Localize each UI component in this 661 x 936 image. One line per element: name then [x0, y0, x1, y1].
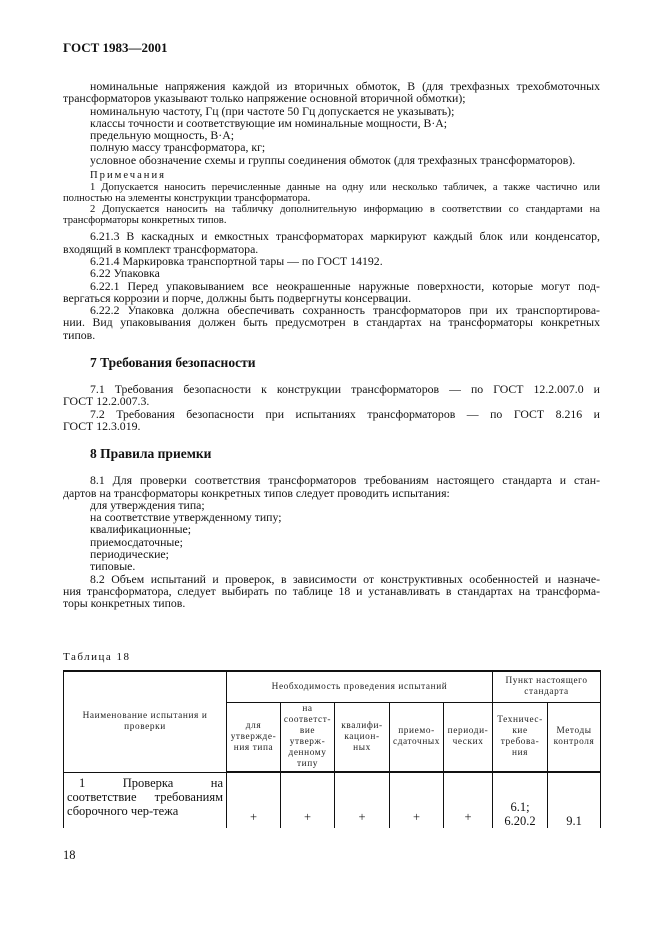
text-line: номинальные напряжения каждой из вторичных обмоток, В (для трехфазных трехобмоточных — [90, 79, 600, 93]
test-table — [63, 670, 601, 828]
text-line: условное обозначение схемы и группы соединения обмоток (для трехфазных трансформаторов). — [90, 152, 576, 167]
column-header: квалифи-кацион-ных — [335, 703, 390, 773]
column-header: Техничес-кие требова-ния — [493, 703, 548, 773]
text-line: ния трансформатора, следует выбирать по таблице 18 и устанавливать в стандартах на трансформа- — [63, 583, 600, 598]
text-line: квалификационные; — [90, 522, 192, 537]
paragraph — [63, 560, 600, 572]
paragraph — [63, 141, 600, 153]
text-line: дартов на трансформаторы конкретных типов следует проводить испытания: — [63, 485, 450, 500]
notes-label — [63, 170, 600, 182]
table-cell: + — [335, 772, 390, 828]
text-line: 1 Допускается наносить перечисленные данные на одну или несколько табличек, а также частично или — [90, 182, 600, 194]
paragraph — [63, 548, 600, 560]
paragraph — [63, 523, 600, 535]
document-body — [63, 80, 600, 610]
paragraph — [63, 80, 600, 105]
text-line: ГОСТ 12.2.007.3. — [63, 394, 150, 409]
document-header: ГОСТ 1983—2001 — [63, 40, 168, 55]
text-line: ГОСТ 12.3.019. — [63, 418, 141, 433]
text-line: полностью на элементы конструкции трансформатора. — [63, 193, 311, 205]
text-line: предельную мощность, В·А; — [90, 128, 234, 143]
text-line: периодические; — [90, 547, 169, 562]
header-test-name: Наименование испытания и проверки — [64, 671, 227, 772]
paragraph — [63, 230, 600, 255]
text-line: трансформаторов указывают только напряжение основной вторичной обмотки); — [63, 91, 466, 106]
text-line: типовые. — [90, 559, 136, 574]
text-line: трансформаторы конкретных типов. — [63, 215, 227, 227]
table-cell: + — [281, 772, 335, 828]
text-line: типов. — [63, 327, 96, 342]
paragraph — [63, 304, 600, 341]
paragraph — [63, 267, 600, 279]
paragraph — [63, 408, 600, 433]
table-caption: Таблица 18 — [63, 651, 131, 663]
text-line: 8.1 Для проверки соответствия трансформаторов требованиям настоящего стандарта и стан- — [90, 473, 600, 488]
paragraph — [63, 383, 600, 408]
text-line: 6.22.1 Перед упаковыванием все неокрашенные наружные поверхности, которые могут под- — [90, 278, 600, 293]
paragraph — [63, 280, 600, 305]
text-line: 8 Правила приемки — [90, 446, 212, 462]
text-line: 6.22 Упаковка — [90, 266, 160, 281]
column-header: периоди-ческих — [444, 703, 493, 773]
paragraph — [63, 573, 600, 610]
section-heading — [90, 355, 600, 371]
text-line: на соответствие утвержденному типу; — [90, 510, 282, 525]
text-line: вергаться коррозии и порче, должны быть подвергнуты консервации. — [63, 290, 412, 305]
section-heading — [90, 446, 600, 462]
paragraph — [63, 474, 600, 499]
column-header: для утвержде-ния типа — [227, 703, 281, 773]
text-line: приемосдаточные; — [90, 534, 183, 549]
text-line: полную массу трансформатора, кг; — [90, 140, 266, 155]
text-line: 2 Допускается наносить на табличку дополнительную информацию в соответствии со стандартами на — [90, 204, 600, 216]
column-header: Методы контроля — [548, 703, 601, 773]
table-cell: 6.1; 6.20.2 — [493, 772, 548, 828]
table-cell: 9.1 — [548, 772, 601, 828]
table-cell: + — [444, 772, 493, 828]
text-line: входящий в комплект трансформатора. — [63, 241, 259, 256]
paragraph — [63, 154, 600, 166]
text-line: для утверждения типа; — [90, 497, 205, 512]
header-clause-group: Пункт настоящего стандарта — [493, 671, 601, 703]
header-tests-group: Необходимость проведения испытаний — [227, 671, 493, 703]
text-line: классы точности и соответствующие им номинальные мощности, В·А; — [90, 115, 448, 130]
note-paragraph — [63, 182, 600, 204]
text-line: 7.2 Требования безопасности при испытаниях трансформаторов — по ГОСТ 8.216 и — [90, 406, 600, 421]
text-line: 6.21.3 В каскадных и емкостных трансформаторах маркируют каждый блок или конденсатор, — [90, 229, 600, 244]
text-line: 7.1 Требования безопасности к конструкции трансформаторов — по ГОСТ 12.2.007.0 и — [90, 382, 600, 397]
note-paragraph — [63, 204, 600, 226]
text-line: 6.22.2 Упаковка должна обеспечивать сохранность трансформаторов при их транспортирова- — [90, 303, 600, 318]
text-line: Примечания — [90, 170, 166, 182]
text-line: нии. Вид упаковывания должен быть предусмотрен в стандартах на трансформаторы конкретных — [63, 315, 600, 330]
text-line: номинальную частоту, Гц (при частоте 50 Гц допускается не указывать); — [90, 103, 455, 118]
table-cell: + — [227, 772, 281, 828]
text-line: 6.21.4 Маркировка транспортной тары — по ГОСТ 14192. — [90, 253, 383, 268]
text-line: торы конкретных типов. — [63, 596, 186, 611]
column-header: приемо-сдаточных — [390, 703, 444, 773]
page-number: 18 — [63, 848, 76, 862]
text-line: 8.2 Объем испытаний и проверок, в зависимости от конструктивных особенностей и назначе- — [90, 571, 600, 586]
row-test-name: 1 Проверка на соответствие требованиям сборочного чер-тежа — [64, 772, 227, 828]
text-line: 7 Требования безопасности — [90, 355, 256, 371]
table-cell: + — [390, 772, 444, 828]
column-header: на соответст-вие утверж-денному типу — [281, 703, 335, 773]
